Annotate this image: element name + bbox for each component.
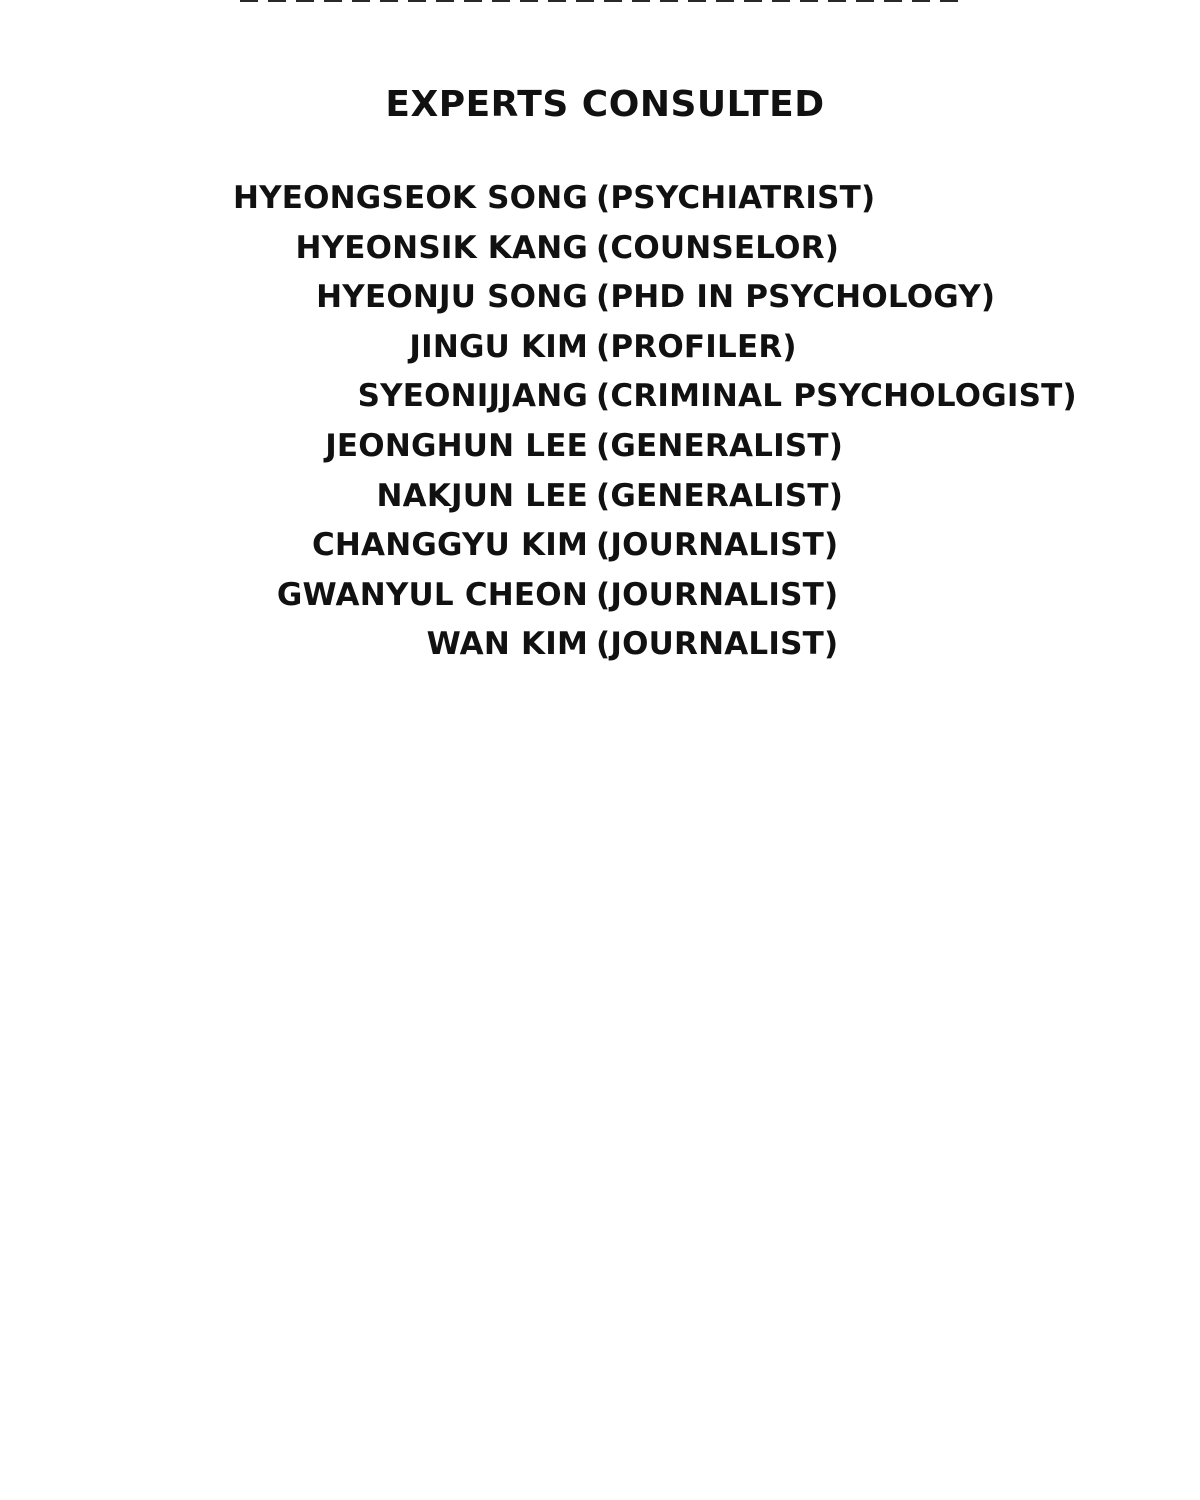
- credit-row: [0, 527, 1200, 577]
- credit-row: [0, 180, 1200, 230]
- credit-name: HYEONJU SONG: [316, 279, 588, 316]
- credit-role: (PHD IN PSYCHOLOGY): [596, 279, 996, 316]
- credit-name: CHANGGYU KIM: [311, 527, 588, 564]
- credit-role: (JOURNALIST): [596, 626, 839, 663]
- cropped-text-remnant: [240, 0, 960, 2]
- credit-role: (GENERALIST): [596, 427, 844, 464]
- credit-name: SYEONIJJANG: [357, 378, 588, 415]
- credit-row: [0, 378, 1200, 428]
- credit-role: (COUNSELOR): [596, 229, 840, 266]
- credit-name: HYEONGSEOK SONG: [232, 180, 588, 216]
- credit-name: NAKJUN LEE: [376, 477, 588, 514]
- credit-role: (JOURNALIST): [596, 527, 839, 564]
- section-heading: EXPERTS CONSULTED: [385, 84, 825, 125]
- credit-role: (JOURNALIST): [596, 576, 839, 613]
- credit-row: [0, 577, 1200, 627]
- credit-role: (PSYCHIATRIST): [596, 180, 876, 216]
- credit-row: [0, 329, 1200, 379]
- credit-name: JINGU KIM: [409, 328, 588, 365]
- credit-row: [0, 428, 1200, 478]
- credit-row: [0, 279, 1200, 329]
- credit-role: (GENERALIST): [596, 477, 844, 514]
- credit-role: (CRIMINAL PSYCHOLOGIST): [596, 378, 1077, 415]
- credit-name: GWANYUL CHEON: [276, 576, 588, 613]
- credit-name: JEONGHUN LEE: [325, 427, 588, 464]
- credit-name: WAN KIM: [426, 626, 588, 663]
- credit-role: (PROFILER): [596, 328, 797, 365]
- credit-row: [0, 478, 1200, 528]
- credits-list: [0, 180, 1200, 676]
- credit-name: HYEONSIK KANG: [295, 229, 588, 266]
- credit-row: [0, 230, 1200, 280]
- credit-row: [0, 626, 1200, 676]
